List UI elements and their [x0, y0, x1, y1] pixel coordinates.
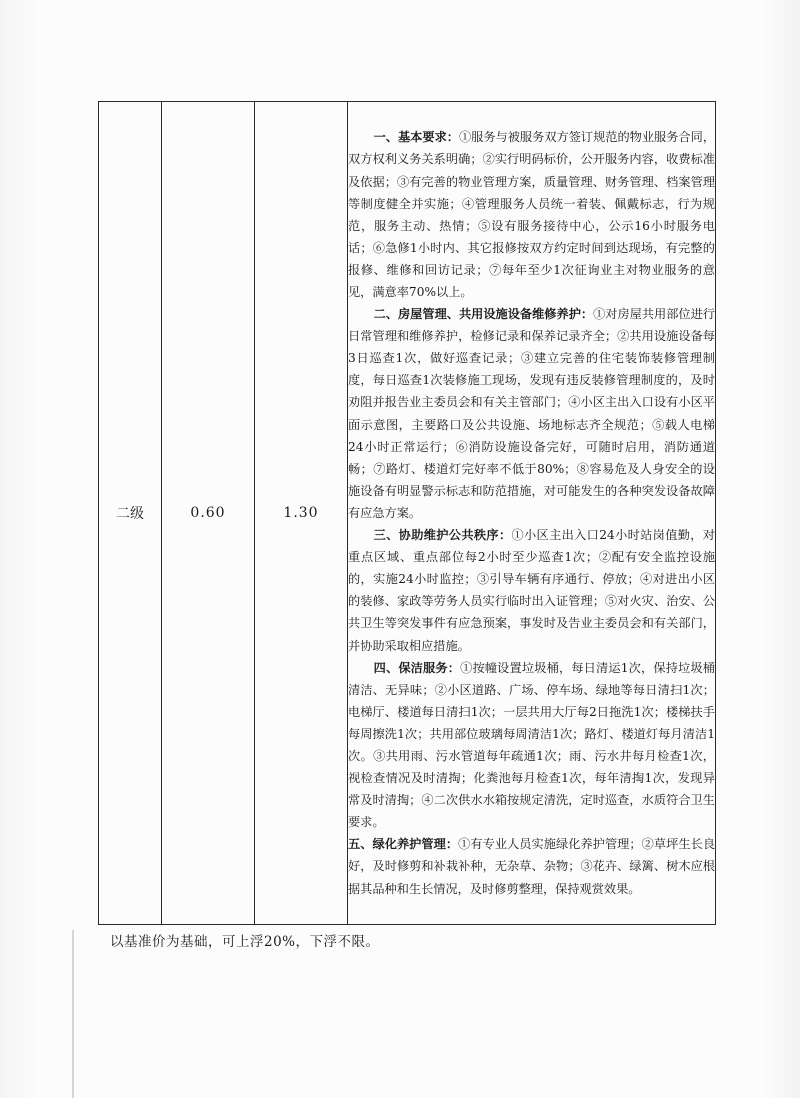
grade-cell: 二级 [99, 102, 162, 925]
service-grade-table [98, 101, 716, 925]
table-row [99, 102, 716, 925]
section-body: ①按幢设置垃圾桶，每日清运1次，保持垃圾桶清洁、无异味；②小区道路、广场、停车场、绿地等每日清扫1次；电梯厅、楼道每日清扫1次；一层共用大厅每2日拖洗1次；楼梯扶手每周擦洗1次；共用部位玻璃每周清洁1次；路灯、楼道灯每月清洁1次。③共用雨、污水管道每年疏通1次；雨、污水井每月检查1次，视检查情况及时清掏；化粪池每月检查1次，每年清掏1次，发现异常及时清掏；④二次供水水箱按规定清洗，定时巡查，水质符合卫生要求。 [348, 660, 715, 830]
section-body: ①服务与被服务双方签订规范的物业服务合同，双方权利义务关系明确；②实行明码标价，公开服务内容，收费标准及依据；③有完善的物业管理方案，质量管理、财务管理、档案管理等制度健全并实施；④管理服务人员统一着装、佩戴标志，行为规范，服务主动、热情；⑤设有服务接待中心，公示16小时服务电话；⑥急修1小时内、其它报修按双方约定时间到达现场，有完整的报修、维修和回访记录；⑦每年至少1次征询业主对物业服务的意见，满意率70%以上。 [348, 130, 716, 300]
section-heading: 五、绿化养护管理： [348, 837, 459, 852]
section-greening [348, 833, 715, 899]
section-body: ①小区主出入口24小时站岗值勤，对重点区域、重点部位每2小时至少巡查1次；②配有安全监控设施的，实施24小时监控；③引导车辆有序通行、停放；④对进出小区的装修、家政等劳务人员实行临时出入证管理；⑤对火灾、治安、公共卫生等突发事件有应急预案，事发时及告业主委员会和有关部门，并协助采取相应措施。 [348, 528, 715, 653]
service-standard-cell [348, 102, 716, 925]
price-cell: 1.30 [255, 102, 348, 925]
section-heading: 一、基本要求： [373, 130, 459, 145]
section-body: ①对房屋共用部位进行日常管理和维修养护，检修记录和保养记录齐全；②共用设施设备每3日巡查1次，做好巡查记录；③建立完善的住宅装饰装修管理制度，每日巡查1次装修施工现场，发现有违反装修管理制度的，及时劝阻并报告业主委员会和有关主管部门；④小区主出入口设有小区平面示意图，主要路口及公共设施、场地标志齐全规范；⑤载人电梯24小时正常运行；⑥消防设施设备完好，可随时启用，消防通道畅；⑦路灯、楼道灯完好率不低于80%；⑧容易危及人身安全的设施设备有明显警示标志和防范措施，对可能发生的各种突发设备故障有应急方案。 [348, 307, 715, 520]
coefficient-cell: 0.60 [162, 102, 255, 925]
section-public-order [348, 524, 715, 657]
section-housing-maintenance [348, 303, 715, 524]
section-heading: 三、协助维护公共秩序： [373, 528, 512, 543]
scan-shadow [72, 930, 74, 1098]
section-heading: 四、保洁服务： [373, 660, 461, 675]
price-float-note: 以基准价为基础，可上浮20%，下浮不限。 [110, 934, 380, 950]
section-basic-requirements [348, 126, 715, 303]
section-body: ①有专业人员实施绿化养护管理；②草坪生长良好，及时修剪和补栽补种，无杂草、杂物；③花卉、绿篱、树木应根据其品种和生长情况，及时修剪整理，保持观赏效果。 [348, 837, 716, 896]
section-cleaning [348, 657, 715, 834]
section-heading: 二、房屋管理、共用设施设备维修养护： [373, 307, 594, 322]
